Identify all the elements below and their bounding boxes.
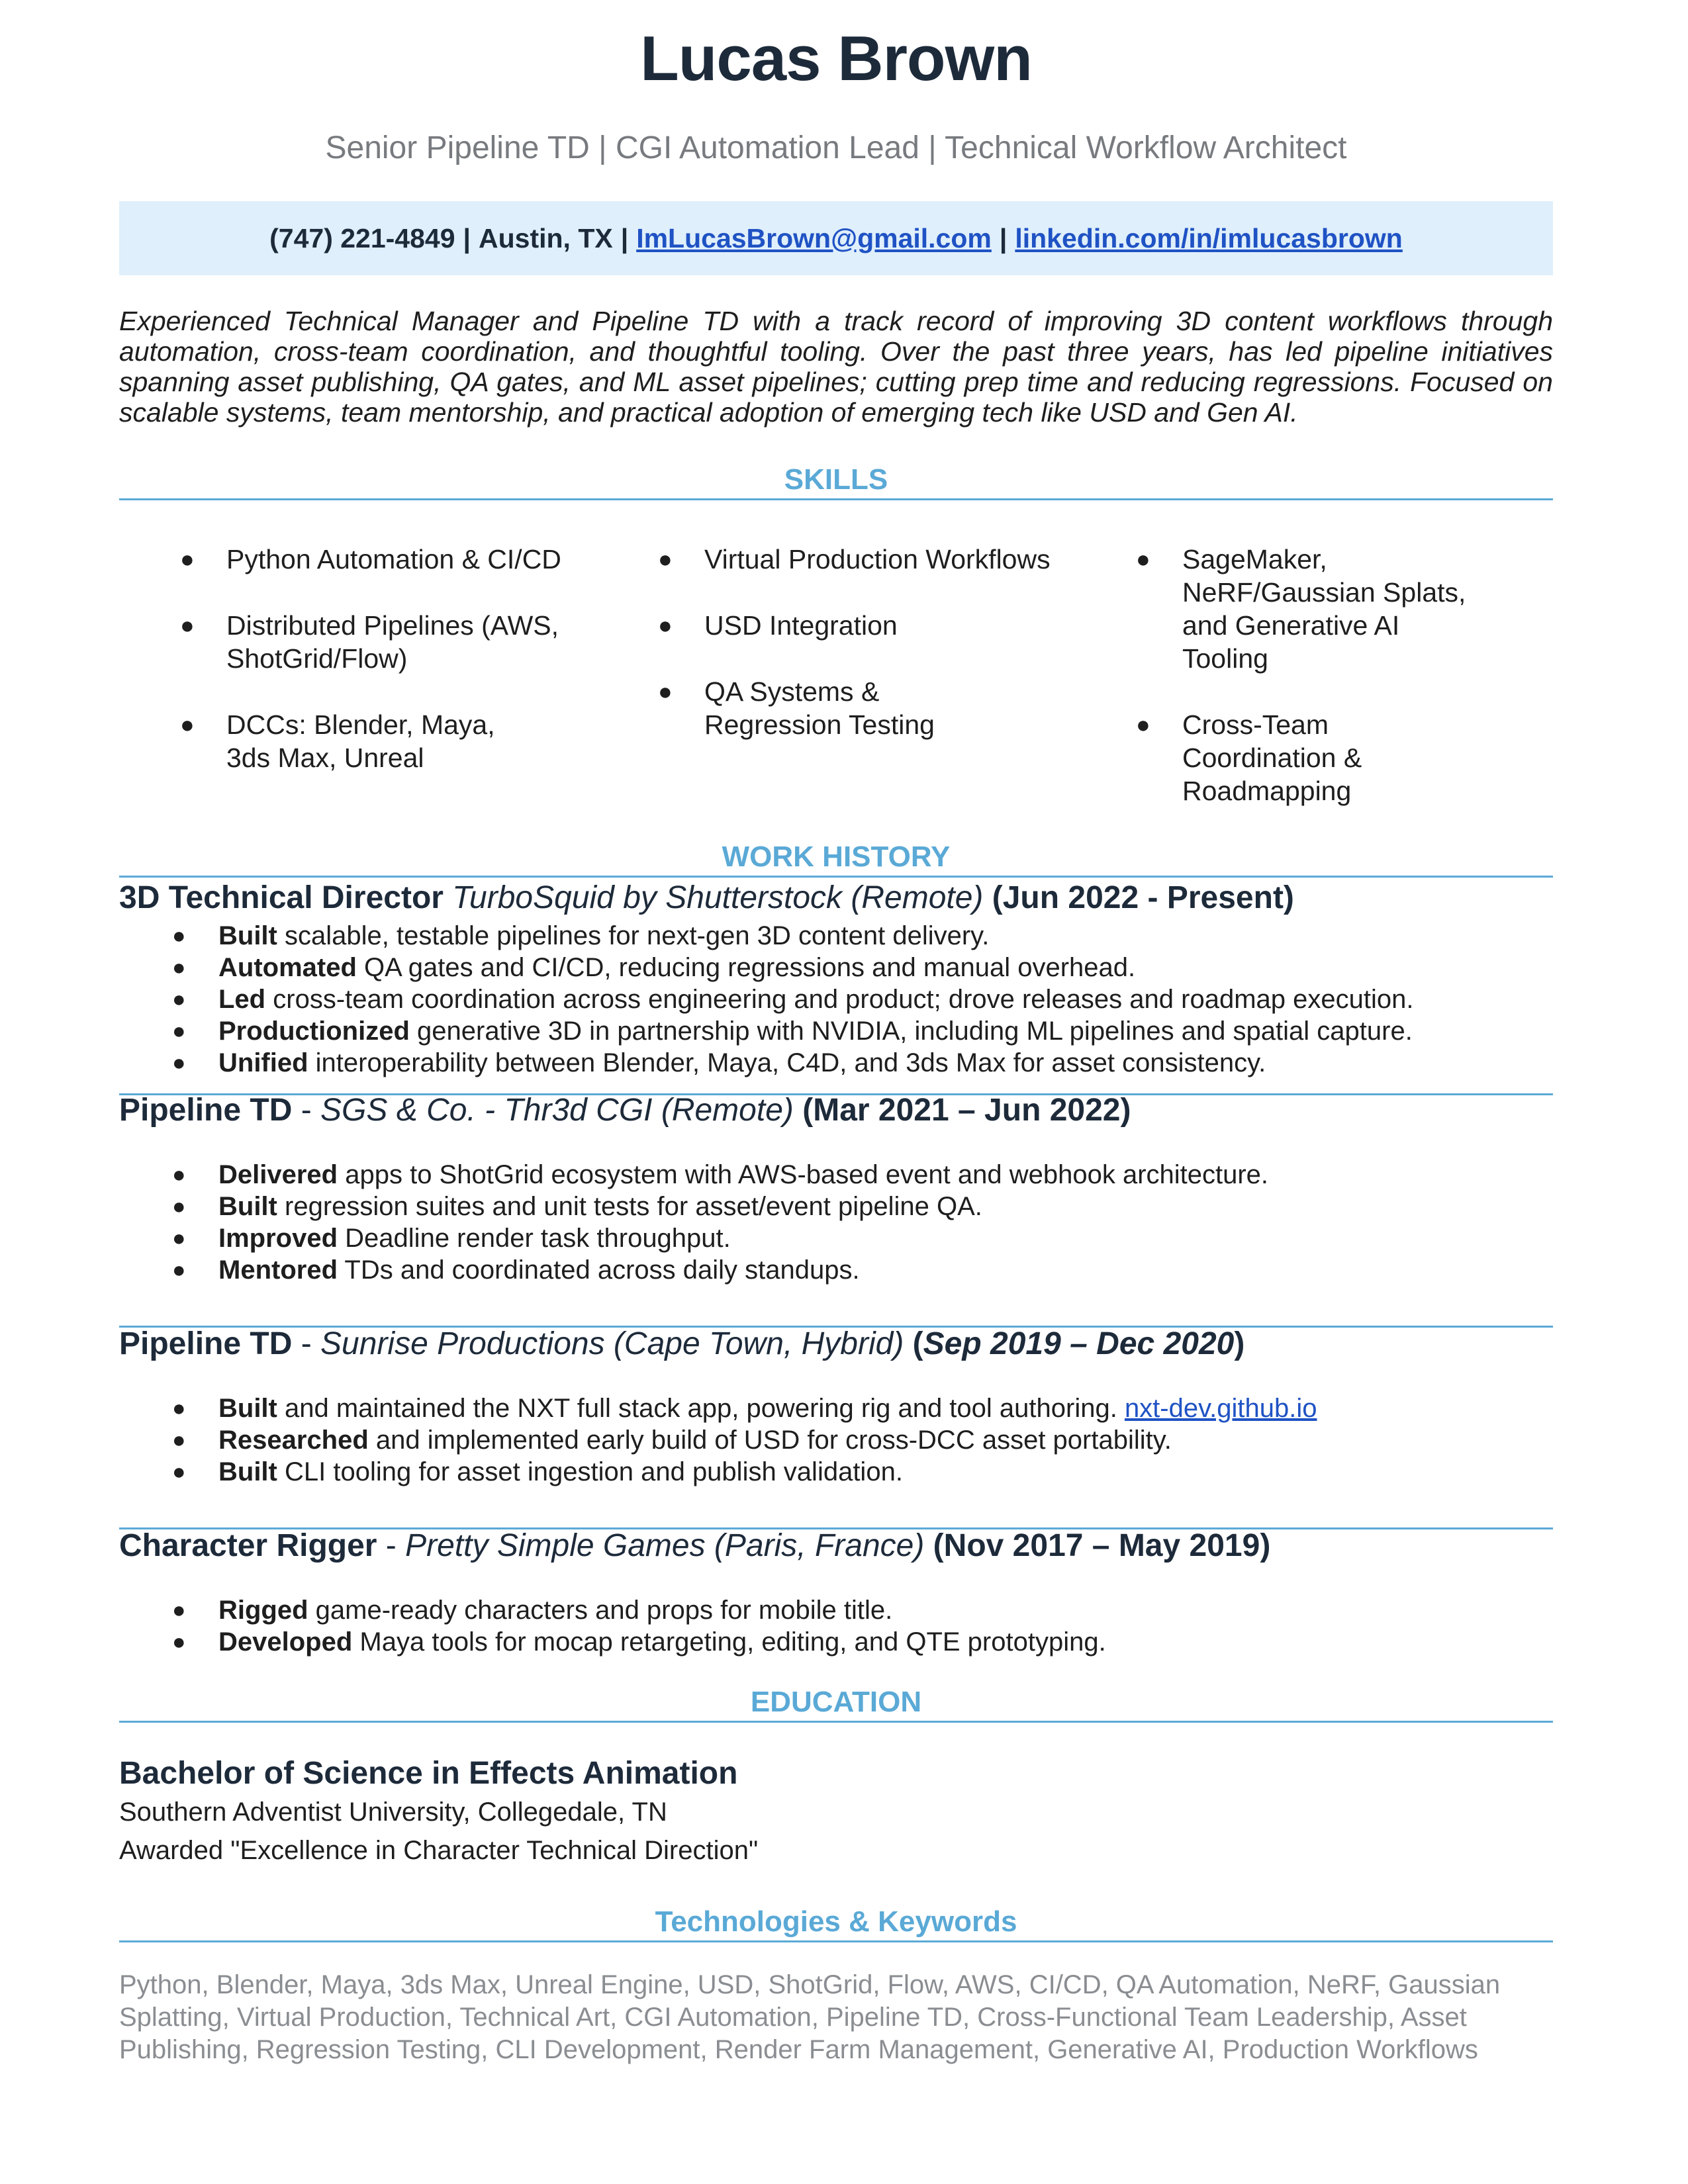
skills-column-3 [1075,543,1553,841]
skill-item [1075,543,1487,675]
job-role: 3D Technical Director [119,880,444,915]
bullet-icon: ● [172,1629,186,1655]
education-section-header [119,1667,1553,1723]
skill-label: Cross-Team Coordination & Roadmapping [1182,709,1362,806]
bullet-text: cross-team coordination across engineering and product; drove releases and roadmap execution. [273,985,1414,1014]
job-bullet [119,1222,1553,1254]
job-bullet [119,1015,1553,1047]
skill-label: Virtual Production Workflows [704,544,1051,574]
job-bullet [119,1392,1553,1424]
bullet-verb: Built [218,921,277,950]
contact-bar [119,201,1553,275]
bullet-icon: ● [658,678,673,705]
bullet-verb: Built [218,1192,277,1221]
skill-item [1075,708,1487,807]
technologies-section-header [119,1887,1553,1942]
bullet-icon: ● [172,987,186,1012]
job-bullets [119,920,1553,1079]
section-divider [119,1940,1553,1942]
education-section-title: EDUCATION [750,1686,922,1718]
section-divider [119,498,1553,500]
bullet-text: QA gates and CI/CD, reducing regressions and manual overhead. [364,953,1136,982]
job-role: Character Rigger [119,1528,377,1563]
bullet-text: and implemented early build of USD for cross-DCC asset portability. [375,1426,1172,1455]
skill-item [119,708,504,774]
bullet-verb: Productionized [218,1017,410,1046]
job-entry [119,879,1553,1079]
bullet-text: game-ready characters and props for mobile title. [315,1596,893,1625]
job-company: Sunrise Productions (Cape Town, Hybrid) [320,1326,904,1361]
bullet-verb: Automated [218,953,357,982]
job-entry [119,1527,1553,1658]
bullet-verb: Built [218,1394,277,1423]
candidate-name: Lucas Brown [640,23,1032,94]
bullet-text: interoperability between Blender, Maya, C4D, and 3ds Max for asset consistency. [315,1048,1266,1077]
contact-phone: (747) 221-4849 [269,222,455,253]
bullet-icon: ● [172,955,186,980]
job-heading [119,879,1553,917]
bullet-verb: Unified [218,1048,308,1077]
job-entry [119,1325,1553,1488]
bullet-text: regression suites and unit tests for asset/event pipeline QA. [285,1192,982,1221]
skill-label: Distributed Pipelines (AWS, ShotGrid/Flow) [226,610,559,674]
education-degree: Bachelor of Science in Effects Animation [119,1756,738,1791]
bullet-icon: ● [172,1257,186,1283]
resume-content [119,0,1553,2066]
skill-item [119,543,597,576]
bullet-verb: Improved [218,1224,338,1253]
job-dates: (Jun 2022 - Present) [992,880,1294,915]
bullet-verb: Mentored [218,1255,338,1285]
bullet-text: Maya tools for mocap retargeting, editing, and QTE prototyping. [359,1627,1106,1657]
bullet-verb: Developed [218,1627,353,1657]
bullet-text: scalable, testable pipelines for next-gen 3D content delivery. [285,921,990,950]
job-bullet [119,1626,1553,1658]
job-bullet [119,1191,1553,1222]
bullet-text: TDs and coordinated across daily standups. [344,1255,860,1285]
job-bullet [119,983,1553,1015]
job-bullet [119,1254,1553,1286]
work-section-title: WORK HISTORY [722,841,951,873]
bullet-text: Deadline render task throughput. [345,1224,731,1253]
skill-label: SageMaker, NeRF/Gaussian Splats, and Generative AI Tooling [1182,544,1466,674]
job-bullets [119,1392,1553,1488]
job-company: TurboSquid by Shutterstock (Remote) [452,880,984,915]
bullet-icon: ● [180,545,195,572]
technologies-section-title: Technologies & Keywords [655,1905,1017,1938]
contact-separator: | [463,222,471,253]
bullet-icon: ● [172,1459,186,1484]
bullet-verb: Rigged [218,1596,308,1625]
job-bullet [119,920,1553,952]
job-heading: Character Rigger - Pretty Simple Games (Paris, France) (Nov 2017 – May 2019) [119,1528,1271,1563]
bullet-icon: ● [172,1396,186,1421]
professional-summary: Experienced Technical Manager and Pipeline TD with a track record of improving 3D content workflows through automation, cross-team coordination, and thoughtful tooling. Over the past three years, has led pipeline initiatives spanning asset publishing, QA gates, and ML asset pipelines; cutting prep time and reducing regressions. Focused on scalable systems, team mentorship, and practical adoption of emerging tech like USD and Gen AI. [119,306,1553,428]
technologies-keywords: Python, Blender, Maya, 3ds Max, Unreal Engine, USD, ShotGrid, Flow, AWS, CI/CD, QA Automation, NeRF, Gaussian Splatting, Virtual Production, Technical Art, CGI Automation, Pipeline TD, Cross-Functional Team Leadership, Asset Publishing, Regression Testing, CLI Development, Render Farm Management, Generative AI, Production Workflows [119,1970,1501,2064]
job-bullet [119,1159,1553,1191]
bullet-icon: ● [172,1194,186,1219]
education-entry [119,1754,1553,1870]
skill-item [119,609,597,675]
contact-separator: | [620,222,629,253]
project-link[interactable]: nxt-dev.github.io [1124,1394,1317,1423]
bullet-icon: ● [658,545,673,572]
bullet-icon: ● [1136,545,1150,572]
contact-location: Austin, TX [479,222,613,253]
bullet-icon: ● [658,612,673,639]
bullet-text: generative 3D in partnership with NVIDIA, including ML pipelines and spatial capture. [417,1017,1413,1046]
job-bullets [119,1159,1553,1286]
job-bullet [119,1594,1553,1626]
bullet-icon: ● [172,923,186,948]
job-heading: Pipeline TD - SGS & Co. - Thr3d CGI (Remote) (Mar 2021 – Jun 2022) [119,1093,1131,1128]
candidate-subtitle: Senior Pipeline TD | CGI Automation Lead | Technical Workflow Architect [325,130,1347,165]
bullet-icon: ● [172,1598,186,1623]
job-role: Pipeline TD [119,1093,293,1128]
job-bullet [119,1047,1553,1079]
skill-label: USD Integration [704,610,898,641]
skills-grid [119,543,1553,841]
education-award: Awarded "Excellence in Character Technical Direction" [119,1836,759,1865]
work-section-header [119,822,1553,878]
bullet-text: CLI tooling for asset ingestion and publish validation. [285,1457,903,1486]
skill-item [597,543,1075,576]
skill-label: Python Automation & CI/CD [226,544,561,574]
skill-item [597,609,1075,642]
job-dates: (Nov 2017 – May 2019) [933,1528,1271,1563]
bullet-verb: Led [218,985,266,1014]
bullet-icon: ● [172,1428,186,1453]
job-dates: Sep 2019 – Dec 2020 [923,1326,1235,1361]
skills-column-1 [119,543,597,841]
bullet-icon: ● [180,612,195,639]
bullet-icon: ● [172,1050,186,1075]
job-heading: Pipeline TD - Sunrise Productions (Cape Town, Hybrid) (Sep 2019 – Dec 2020) [119,1326,1245,1361]
section-divider [119,1721,1553,1723]
skills-section-title: SKILLS [784,463,888,496]
job-entry [119,1091,1553,1286]
bullet-icon: ● [172,1162,186,1187]
bullet-icon: ● [172,1019,186,1044]
job-bullet [119,952,1553,983]
bullet-icon: ● [172,1226,186,1251]
skill-label: QA Systems & Regression Testing [704,676,935,740]
job-role: Pipeline TD [119,1326,293,1361]
bullet-icon: ● [1136,711,1150,738]
education-school: Southern Adventist University, Collegedale, TN [119,1797,667,1827]
job-bullet [119,1424,1553,1456]
job-company: SGS & Co. - Thr3d CGI (Remote) [320,1093,794,1128]
section-divider [119,876,1553,878]
job-bullet [119,1456,1553,1488]
skill-label: DCCs: Blender, Maya, 3ds Max, Unreal [226,709,495,773]
bullet-verb: Built [218,1457,277,1486]
bullet-verb: Delivered [218,1160,338,1189]
job-bullets [119,1594,1553,1658]
bullet-verb: Researched [218,1426,369,1455]
job-dates: (Mar 2021 – Jun 2022) [802,1093,1131,1128]
job-company: Pretty Simple Games (Paris, France) [405,1528,925,1563]
bullet-icon: ● [180,711,195,738]
bullet-text: apps to ShotGrid ecosystem with AWS-based event and webhook architecture. [345,1160,1269,1189]
skills-column-2 [597,543,1075,841]
contact-linkedin-link[interactable]: linkedin.com/in/imlucasbrown [1015,222,1403,253]
contact-email-link[interactable]: ImLucasBrown@gmail.com [636,222,992,253]
skills-section-header [119,445,1553,500]
skill-item [597,675,982,741]
bullet-text: and maintained the NXT full stack app, powering rig and tool authoring. [285,1394,1117,1423]
contact-separator: | [999,222,1008,253]
